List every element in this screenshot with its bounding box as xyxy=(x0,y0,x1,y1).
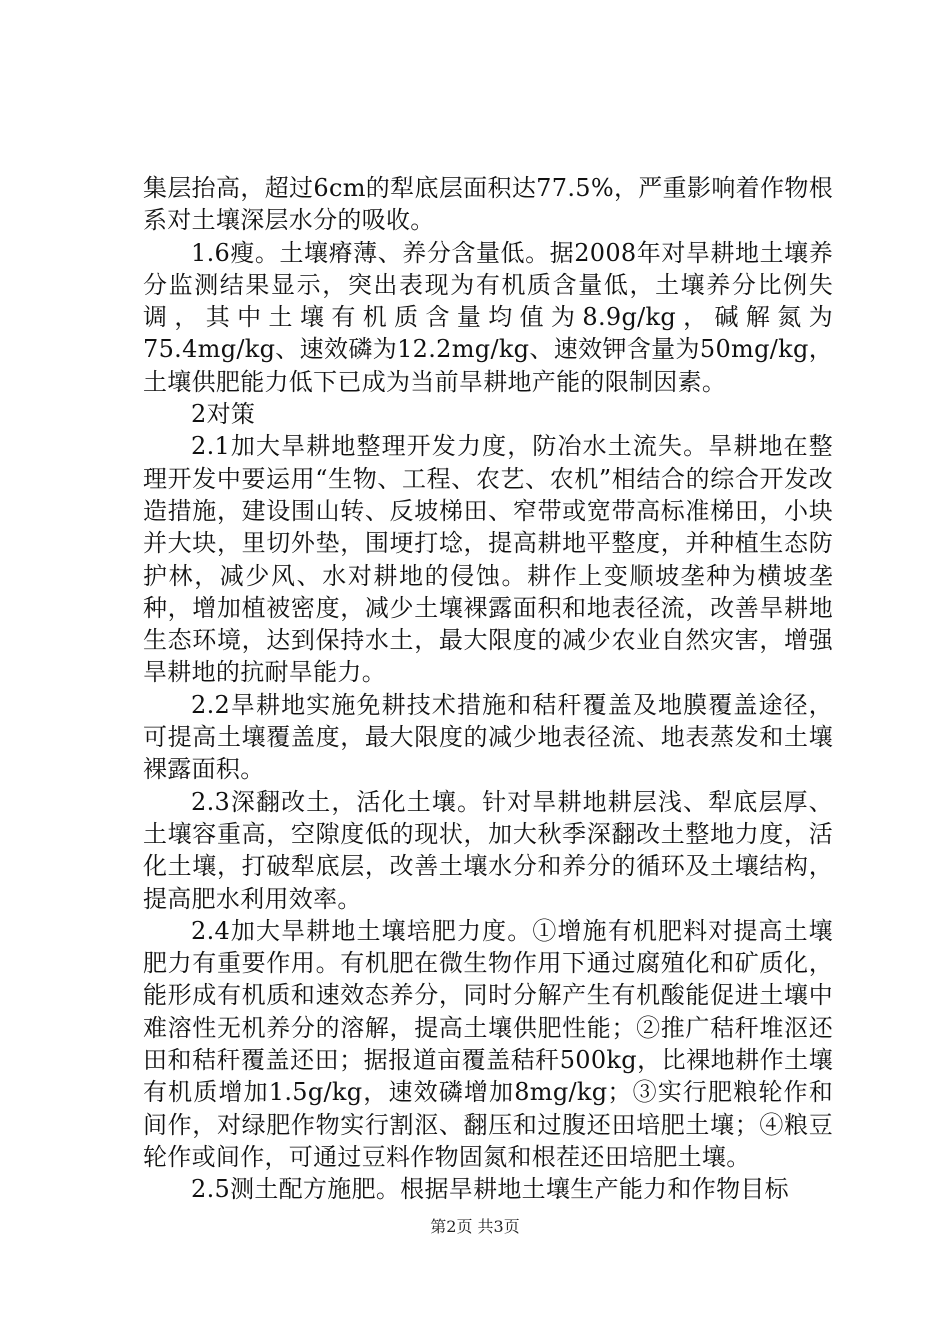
paragraph-1-6-thin-soil: 1.6瘦。土壤瘠薄、养分含量低。据2008年对旱耕地土壤养分监测结果显示，突出表现为有机质含量低，土壤养分比例失调，其中土壤有机质含量均值为8.9g/kg，碱解氮为75.4mg/kg、速效磷为12.2mg/kg、速效钾含量为50mg/kg，土壤供肥能力低下已成为当前旱耕地产能的限制因素。 xyxy=(143,238,833,396)
section-heading-countermeasures: 2对策 xyxy=(191,400,256,429)
paragraph-2-1: 2.1加大旱耕地整理开发力度，防冶水土流失。旱耕地在整理开发中要运用“生物、工程、农艺、农机”相结合的综合开发改造措施，建设围山转、反坡梯田、窄带或宽带高标准梯田，小块并大块，里切外垫，围埂打埝，提高耕地平整度，并种植生态防护林，减少风、水对耕地的侵蚀。耕作上变顺坡垄种为横坡垄种，增加植被密度，减少土壤裸露面积和地表径流，改善旱耕地生态环境，达到保持水土，最大限度的减少农业自然灾害，增强旱耕地的抗耐旱能力。 xyxy=(143,432,833,687)
paragraph-2-3: 2.3深翻改土，活化土壤。针对旱耕地耕层浅、犁底层厚、土壤容重高，空隙度低的现状，加大秋季深翻改土整地力度，活化土壤，打破犁底层，改善土壤水分和养分的循环及土壤结构，提高肥水利用效率。 xyxy=(143,787,833,913)
paragraph-2-2: 2.2旱耕地实施免耕技术措施和秸秆覆盖及地膜覆盖途径，可提高土壤覆盖度，最大限度的减少地表径流、地表蒸发和土壤裸露面积。 xyxy=(143,690,833,784)
paragraph-continuation: 集层抬高，超过6cm的犁底层面积达77.5%，严重影响着作物根系对土壤深层水分的吸收。 xyxy=(143,174,833,235)
paragraph-2-5: 2.5测土配方施肥。根据旱耕地土壤生产能力和作物目标 xyxy=(191,1175,789,1204)
document-body xyxy=(143,172,833,1206)
paragraph-2-4: 2.4加大旱耕地土壤培肥力度。①增施有机肥料对提高土壤肥力有重要作用。有机肥在微生物作用下通过腐殖化和矿质化，能形成有机质和速效态养分，同时分解产生有机酸能促进土壤中难溶性无机养分的溶解，提高土壤供肥性能；②推广秸秆堆沤还田和秸秆覆盖还田；据报道亩覆盖秸秆500kg，比裸地耕作土壤有机质增加1.5g/kg，速效磷增加8mg/kg；③实行肥粮轮作和间作，对绿肥作物实行割沤、翻压和过腹还田培肥土壤；④粮豆轮作或间作，可通过豆料作物固氮和根茬还田培肥土壤。 xyxy=(143,916,833,1171)
page-footer: 第2页 共3页 xyxy=(430,1217,520,1236)
